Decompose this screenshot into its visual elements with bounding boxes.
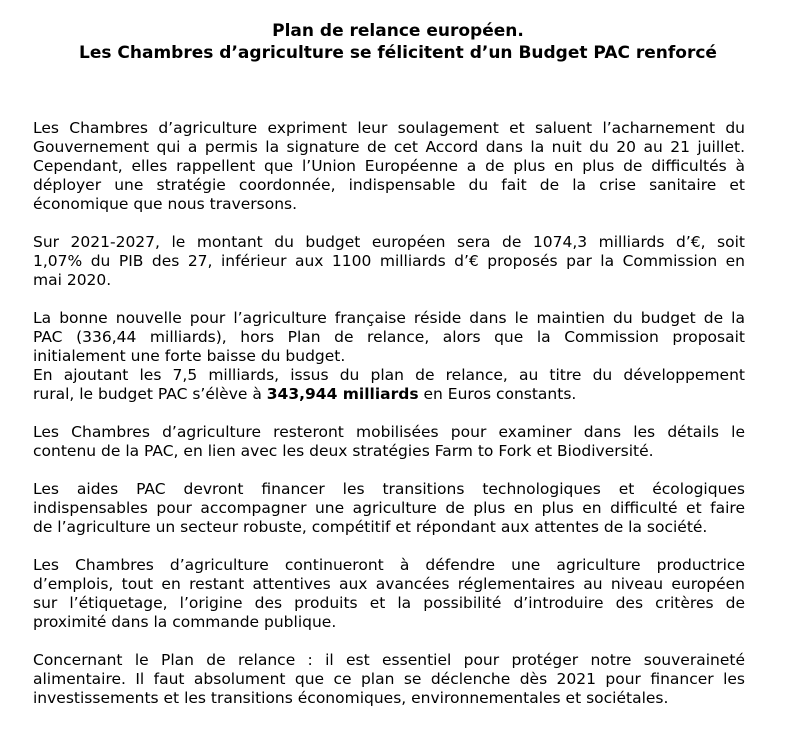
paragraph-3 [33, 309, 745, 366]
text-line: économique que nous traversons. [33, 195, 298, 213]
paragraph-1 [33, 119, 745, 214]
text-line: déployer une stratégie coordonnée, indispensable du fait de la crise sanitaire et [33, 176, 745, 194]
text-line: Les Chambres d’agriculture continueront à défendre une agriculture productrice [33, 556, 745, 574]
text-line: Les aides PAC devront financer les transitions technologiques et écologiques [33, 480, 745, 498]
text-line: La bonne nouvelle pour l’agriculture française réside dans le maintien du budget de la [33, 309, 745, 327]
text-line: Sur 2021-2027, le montant du budget européen sera de 1074,3 milliards d’€, soit [33, 233, 745, 251]
text-segment: en Euros constants. [418, 385, 577, 403]
paragraph-8 [33, 651, 745, 708]
text-line: En ajoutant les 7,5 milliards, issus du plan de relance, au titre du développement [33, 366, 745, 384]
text-line: Gouvernement qui a permis la signature de cet Accord dans la nuit du 20 au 21 juillet. [33, 138, 745, 156]
paragraph-6 [33, 480, 745, 537]
text-line: contenu de la PAC, en lien avec les deux stratégies Farm to Fork et Biodiversité. [33, 442, 654, 460]
text-line: Cependant, elles rappellent que l’Union Européenne a de plus en plus de difficultés à [33, 157, 745, 175]
text-line: proximité dans la commande publique. [33, 613, 337, 631]
paragraph-2 [33, 233, 745, 290]
text-line: Les Chambres d’agriculture expriment leur soulagement et saluent l’acharnement du [33, 119, 745, 137]
text-line: indispensables pour accompagner une agriculture de plus en plus en difficulté et faire [33, 499, 745, 517]
text-line: d’emplois, tout en restant attentives aux avancées réglementaires au niveau européen [33, 575, 745, 593]
document-title [33, 20, 745, 64]
text-line: mai 2020. [33, 271, 112, 289]
title-line-1: Plan de relance européen. [272, 21, 524, 41]
budget-amount-bold: 343,944 milliards [266, 385, 419, 403]
paragraph-7 [33, 556, 745, 632]
text-line: alimentaire. Il faut absolument que ce plan se déclenche dès 2021 pour financer les [33, 670, 745, 688]
text-line-with-bold [33, 385, 745, 404]
text-line: sur l’étiquetage, l’origine des produits et la possibilité d’introduire des critères de [33, 594, 745, 612]
text-line: Les Chambres d’agriculture resteront mobilisées pour examiner dans les détails le [33, 423, 745, 441]
paragraph-4 [33, 366, 745, 404]
text-line: PAC (336,44 milliards), hors Plan de relance, alors que la Commission proposait [33, 328, 745, 346]
text-line: de l’agriculture un secteur robuste, compétitif et répondant aux attentes de la société. [33, 518, 708, 536]
text-line: investissements et les transitions économiques, environnementales et sociétales. [33, 689, 669, 707]
title-line-2: Les Chambres d’agriculture se félicitent d’un Budget PAC renforcé [79, 43, 717, 63]
text-line: Concernant le Plan de relance : il est essentiel pour protéger notre souveraineté [33, 651, 745, 669]
text-line: 1,07% du PIB des 27, inférieur aux 1100 milliards d’€ proposés par la Commission en [33, 252, 745, 270]
text-line: initialement une forte baisse du budget. [33, 347, 346, 365]
paragraph-5 [33, 423, 745, 461]
text-segment: rural, le budget PAC s’élève à [33, 385, 267, 403]
